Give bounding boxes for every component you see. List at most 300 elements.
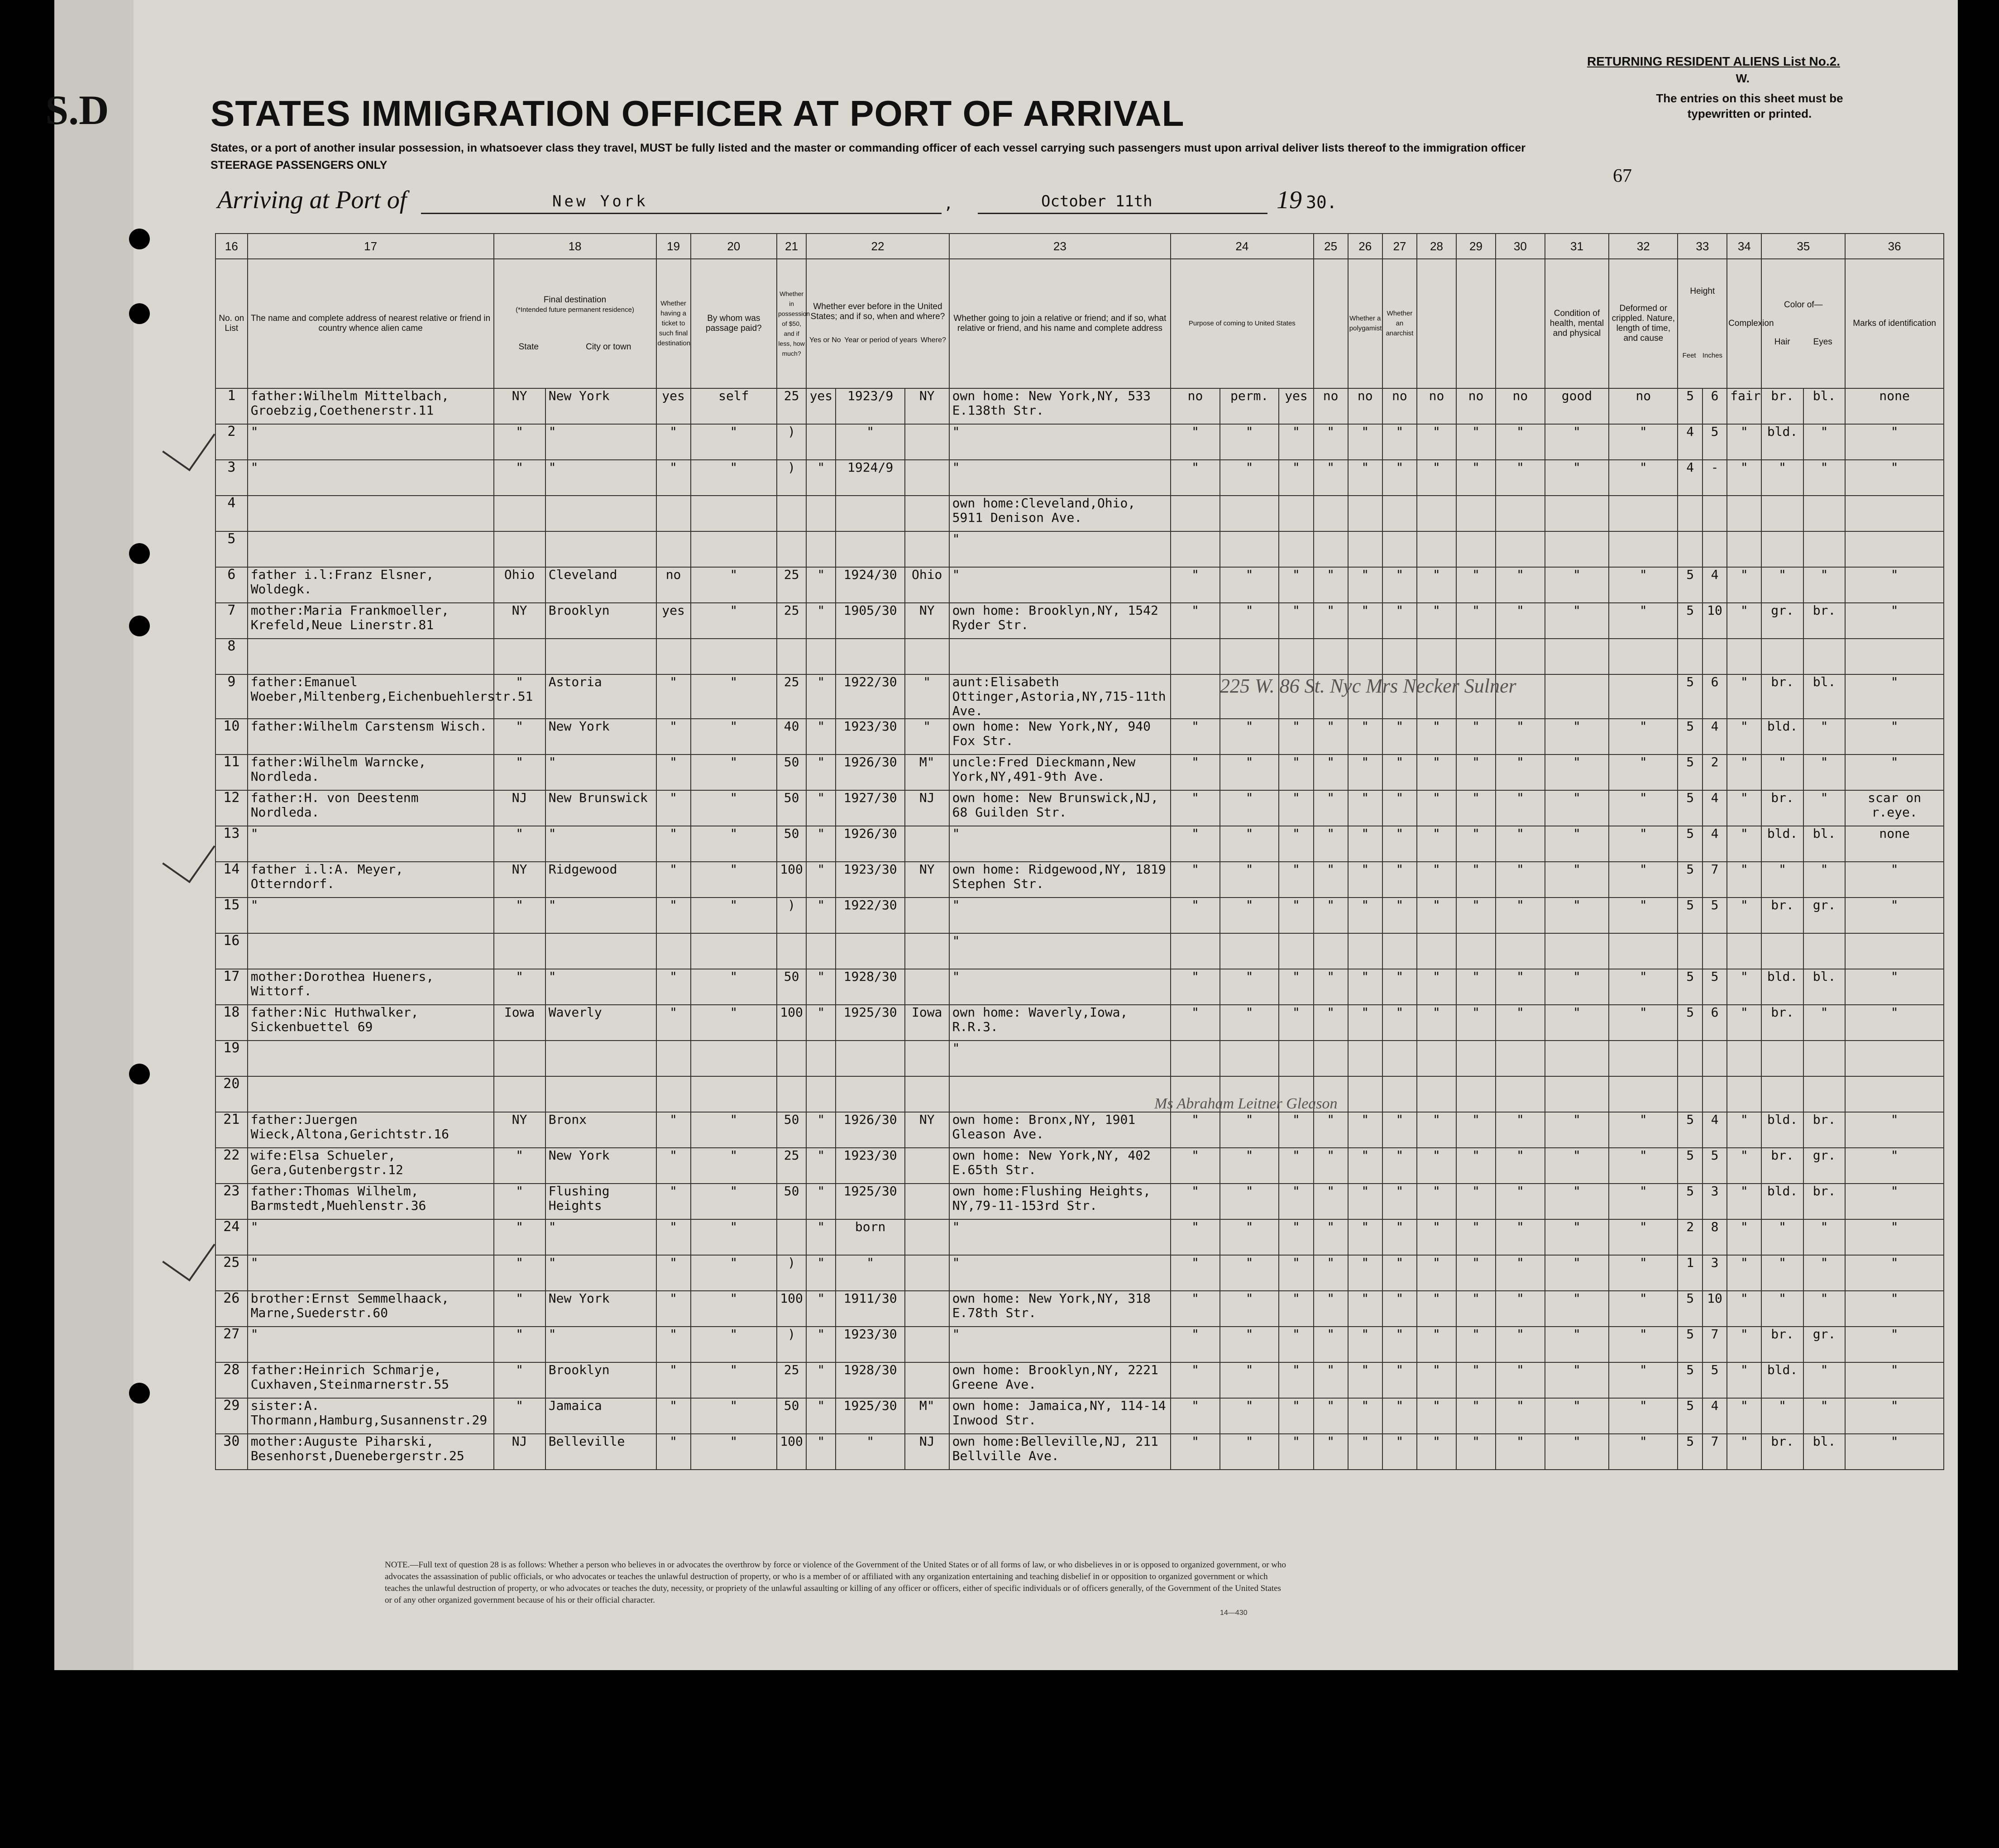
cell-yr: [836, 639, 904, 674]
cell-no: 5: [215, 531, 248, 567]
cell-cx: ": [1727, 898, 1761, 933]
cell-m: ): [777, 424, 806, 460]
cell-rel: ": [248, 1219, 494, 1255]
cell-cx: ": [1727, 1005, 1761, 1041]
cell-city: [545, 496, 656, 531]
cell-p2: ": [1220, 898, 1279, 933]
cell-c27: [1382, 531, 1417, 567]
cell-city: ": [545, 1327, 656, 1362]
cell-m: 50: [777, 969, 806, 1005]
manifest-rows: [215, 388, 1944, 1470]
cell-c25: no: [1314, 388, 1348, 424]
cell-hr: [1761, 496, 1803, 531]
cell-wh: Ohio: [905, 567, 949, 603]
cell-ey: bl.: [1803, 1434, 1845, 1470]
cell-m: 50: [777, 826, 806, 862]
cell-city: [545, 933, 656, 969]
cell-hr: br.: [1761, 1434, 1803, 1470]
cell-p3: ": [1279, 1148, 1313, 1184]
cell-ey: ": [1803, 1362, 1845, 1398]
cell-tkt: ": [656, 1291, 691, 1327]
cell-c27: ": [1382, 1005, 1417, 1041]
cell-paid: ": [691, 1112, 777, 1148]
cell-in: [1702, 496, 1727, 531]
cell-m: ): [777, 1327, 806, 1362]
table-row: [215, 790, 1944, 826]
cell-city: ": [545, 1219, 656, 1255]
cell-st: Iowa: [494, 1005, 545, 1041]
cell-ft: [1678, 1076, 1702, 1112]
cell-df: ": [1609, 1255, 1678, 1291]
handwritten-note-row9: 225 W. 86 St. Nyc Mrs Necker Sulner: [1220, 675, 1516, 697]
cell-c25: ": [1314, 567, 1348, 603]
cell-df: ": [1609, 754, 1678, 790]
cell-ft: 5: [1678, 719, 1702, 754]
cell-p1: [1171, 1041, 1220, 1076]
cell-yn: [806, 424, 836, 460]
cell-wh: ": [905, 674, 949, 719]
cell-rel: mother:Auguste Piharski, Besenhorst,Duenebergerstr.25: [248, 1434, 494, 1470]
cell-in: 5: [1702, 969, 1727, 1005]
cell-hl: [1545, 1076, 1609, 1112]
cell-p1: ": [1171, 1255, 1220, 1291]
cell-p3: ": [1279, 1291, 1313, 1327]
cell-join: own home: Bronx,NY, 1901 Gleason Ave.: [949, 1112, 1171, 1148]
punch-hole: [129, 303, 150, 324]
cell-city: Flushing Heights: [545, 1184, 656, 1219]
cell-yn: ": [806, 1398, 836, 1434]
cell-m: 25: [777, 1148, 806, 1184]
cell-paid: ": [691, 567, 777, 603]
cell-c28: ": [1417, 1327, 1456, 1362]
col-number: 28: [1417, 234, 1456, 259]
cell-in: 6: [1702, 388, 1727, 424]
cell-city: ": [545, 898, 656, 933]
cell-city: New York: [545, 1148, 656, 1184]
cell-p1: [1171, 496, 1220, 531]
cell-st: NJ: [494, 1434, 545, 1470]
cell-p3: ": [1279, 567, 1313, 603]
cell-city: [545, 1076, 656, 1112]
cell-mk: ": [1845, 1291, 1944, 1327]
cell-join: own home:Belleville,NJ, 211 Bellville Ave.: [949, 1434, 1171, 1470]
cell-yr: 1928/30: [836, 1362, 904, 1398]
column-label-row: [215, 259, 1944, 388]
cell-c26: ": [1348, 754, 1382, 790]
cell-c26: ": [1348, 1112, 1382, 1148]
cell-cx: ": [1727, 754, 1761, 790]
cell-st: ": [494, 460, 545, 496]
col-relative: The name and complete address of nearest relative or friend in country whence alien came: [248, 259, 494, 388]
cell-wh: M": [905, 754, 949, 790]
cell-wh: [905, 1148, 949, 1184]
cell-yr: 1923/30: [836, 1148, 904, 1184]
where-label: Where?: [920, 336, 946, 344]
cell-ft: 5: [1678, 674, 1702, 719]
col-30: [1496, 259, 1545, 388]
cell-yn: ": [806, 567, 836, 603]
cell-ey: ": [1803, 567, 1845, 603]
cell-yr: 1922/30: [836, 898, 904, 933]
cell-no: 25: [215, 1255, 248, 1291]
cell-p1: ": [1171, 862, 1220, 898]
cell-hr: bld.: [1761, 826, 1803, 862]
cell-in: [1702, 531, 1727, 567]
cell-mk: ": [1845, 1327, 1944, 1362]
cell-paid: [691, 1041, 777, 1076]
cell-hr: bld.: [1761, 424, 1803, 460]
cell-c25: ": [1314, 826, 1348, 862]
cell-no: 20: [215, 1076, 248, 1112]
col-number: 27: [1382, 234, 1417, 259]
cell-ey: bl.: [1803, 969, 1845, 1005]
cell-c25: ": [1314, 754, 1348, 790]
cell-yr: 1927/30: [836, 790, 904, 826]
cell-p2: ": [1220, 1112, 1279, 1148]
cell-mk: ": [1845, 1434, 1944, 1470]
cell-wh: ": [905, 719, 949, 754]
cell-p2: ": [1220, 826, 1279, 862]
cell-wh: NY: [905, 388, 949, 424]
cell-p3: ": [1279, 1434, 1313, 1470]
cell-tkt: ": [656, 790, 691, 826]
cell-c29: [1456, 496, 1496, 531]
table-row: [215, 898, 1944, 933]
cell-p3: ": [1279, 1184, 1313, 1219]
cell-c27: [1382, 1076, 1417, 1112]
cell-wh: [905, 969, 949, 1005]
col-number: 23: [949, 234, 1171, 259]
cell-mk: [1845, 639, 1944, 674]
cell-p2: ": [1220, 1005, 1279, 1041]
cell-m: ): [777, 460, 806, 496]
cell-yn: ": [806, 1184, 836, 1219]
cell-c27: ": [1382, 567, 1417, 603]
cell-paid: ": [691, 1184, 777, 1219]
cell-paid: ": [691, 424, 777, 460]
cell-m: 100: [777, 862, 806, 898]
cell-rel: father i.l:A. Meyer, Otterndorf.: [248, 862, 494, 898]
cell-m: 25: [777, 674, 806, 719]
cell-c26: ": [1348, 862, 1382, 898]
cell-tkt: [656, 933, 691, 969]
cell-m: 50: [777, 1398, 806, 1434]
cell-yr: 1928/30: [836, 969, 904, 1005]
cell-join: own home: New York,NY, 940 Fox Str.: [949, 719, 1171, 754]
cell-ft: 4: [1678, 424, 1702, 460]
cell-rel: wife:Elsa Schueler, Gera,Gutenbergstr.12: [248, 1148, 494, 1184]
cell-ft: 1: [1678, 1255, 1702, 1291]
cell-yr: 1925/30: [836, 1005, 904, 1041]
cell-no: 10: [215, 719, 248, 754]
cell-mk: [1845, 531, 1944, 567]
cell-c27: ": [1382, 1434, 1417, 1470]
cell-st: ": [494, 674, 545, 719]
year-prefix: 19: [1277, 186, 1302, 214]
cell-c28: ": [1417, 790, 1456, 826]
cell-wh: Iowa: [905, 1005, 949, 1041]
cell-df: ": [1609, 1291, 1678, 1327]
cell-ft: 5: [1678, 1291, 1702, 1327]
cell-c28: ": [1417, 898, 1456, 933]
cell-in: 4: [1702, 790, 1727, 826]
cell-mk: scar on r.eye.: [1845, 790, 1944, 826]
cell-hl: ": [1545, 1327, 1609, 1362]
cell-tkt: [656, 531, 691, 567]
cell-c27: ": [1382, 1327, 1417, 1362]
cell-paid: [691, 639, 777, 674]
cell-join: own home: New York,NY, 533 E.138th Str.: [949, 388, 1171, 424]
cell-c29: ": [1456, 862, 1496, 898]
cell-wh: [905, 424, 949, 460]
cell-df: ": [1609, 790, 1678, 826]
cell-c30: ": [1496, 790, 1545, 826]
cell-rel: [248, 639, 494, 674]
cell-yn: ": [806, 862, 836, 898]
cell-city: Waverly: [545, 1005, 656, 1041]
cell-c26: ": [1348, 424, 1382, 460]
cell-rel: father:Wilhelm Warncke, Nordleda.: [248, 754, 494, 790]
cell-ft: 5: [1678, 1398, 1702, 1434]
cell-p2: ": [1220, 1291, 1279, 1327]
cell-rel: ": [248, 898, 494, 933]
col-number: 33: [1678, 234, 1727, 259]
cell-st: ": [494, 1291, 545, 1327]
cell-hr: br.: [1761, 790, 1803, 826]
cell-hl: ": [1545, 1398, 1609, 1434]
cell-city: [545, 1041, 656, 1076]
cell-city: Cleveland: [545, 567, 656, 603]
cell-hl: [1545, 639, 1609, 674]
cell-c30: ": [1496, 754, 1545, 790]
cell-rel: father:Wilhelm Carstensm Wisch.: [248, 719, 494, 754]
cell-mk: ": [1845, 460, 1944, 496]
cell-join: ": [949, 969, 1171, 1005]
cell-in: [1702, 933, 1727, 969]
cell-p3: ": [1279, 754, 1313, 790]
cell-c26: ": [1348, 1398, 1382, 1434]
cell-join: [949, 1076, 1171, 1112]
cell-hl: ": [1545, 603, 1609, 639]
col-passage: By whom was passage paid?: [691, 259, 777, 388]
cell-m: [777, 1076, 806, 1112]
cell-rel: mother:Dorothea Hueners, Wittorf.: [248, 969, 494, 1005]
cell-p1: ": [1171, 1148, 1220, 1184]
cell-hr: ": [1761, 862, 1803, 898]
cell-rel: [248, 933, 494, 969]
cell-no: 22: [215, 1148, 248, 1184]
col-destination: [494, 259, 656, 388]
cell-p1: [1171, 933, 1220, 969]
cell-wh: [905, 1184, 949, 1219]
cell-df: [1609, 674, 1678, 719]
cell-paid: self: [691, 388, 777, 424]
cell-c30: ": [1496, 1148, 1545, 1184]
cell-wh: NY: [905, 862, 949, 898]
cell-ey: ": [1803, 862, 1845, 898]
cell-in: 5: [1702, 424, 1727, 460]
cell-hr: ": [1761, 1398, 1803, 1434]
cell-mk: [1845, 1041, 1944, 1076]
cell-city: Belleville: [545, 1434, 656, 1470]
cell-c29: [1456, 531, 1496, 567]
cell-in: 6: [1702, 1005, 1727, 1041]
cell-yn: [806, 933, 836, 969]
cell-p3: yes: [1279, 388, 1313, 424]
cell-c25: ": [1314, 1148, 1348, 1184]
cell-p3: [1279, 639, 1313, 674]
cell-c30: [1496, 1041, 1545, 1076]
cell-c29: ": [1456, 1291, 1496, 1327]
cell-c25: ": [1314, 1184, 1348, 1219]
cell-yr: 1926/30: [836, 754, 904, 790]
cell-yn: [806, 531, 836, 567]
cell-p2: [1220, 531, 1279, 567]
cell-st: [494, 1041, 545, 1076]
cell-st: NY: [494, 862, 545, 898]
cell-p2: ": [1220, 790, 1279, 826]
cell-hr: [1761, 1041, 1803, 1076]
cell-yr: [836, 1076, 904, 1112]
cell-c30: ": [1496, 1434, 1545, 1470]
cell-in: 5: [1702, 898, 1727, 933]
cell-paid: ": [691, 460, 777, 496]
cell-p2: [1220, 1041, 1279, 1076]
cell-ft: 5: [1678, 1148, 1702, 1184]
cell-hr: ": [1761, 460, 1803, 496]
cell-c28: [1417, 496, 1456, 531]
cell-tkt: ": [656, 1434, 691, 1470]
table-row: [215, 674, 1944, 719]
cell-cx: ": [1727, 1327, 1761, 1362]
cell-city: ": [545, 460, 656, 496]
cell-yr: 1926/30: [836, 1112, 904, 1148]
subtitle-text: States, or a port of another insular possession, in whatsoever class they travel, MUST be fully listed and the master or commanding officer of each vessel carrying such passengers must upon arrival deliver lists thereof to the immigration officer: [210, 142, 1526, 154]
cell-mk: ": [1845, 719, 1944, 754]
cell-c26: ": [1348, 1219, 1382, 1255]
cell-c30: ": [1496, 603, 1545, 639]
cell-paid: ": [691, 1398, 777, 1434]
cell-c29: ": [1456, 424, 1496, 460]
cell-hr: [1761, 1076, 1803, 1112]
cell-hl: ": [1545, 826, 1609, 862]
cell-cx: ": [1727, 790, 1761, 826]
col-number: 25: [1314, 234, 1348, 259]
cell-hr: gr.: [1761, 603, 1803, 639]
cell-ft: 5: [1678, 826, 1702, 862]
cell-c25: ": [1314, 1434, 1348, 1470]
comma: ,: [944, 195, 953, 213]
cell-c26: ": [1348, 567, 1382, 603]
cell-p1: ": [1171, 969, 1220, 1005]
cell-ey: bl.: [1803, 388, 1845, 424]
table-row: [215, 1398, 1944, 1434]
cell-p2: [1220, 933, 1279, 969]
cell-c29: ": [1456, 969, 1496, 1005]
cell-c27: [1382, 496, 1417, 531]
cell-cx: ": [1727, 862, 1761, 898]
cell-ft: [1678, 496, 1702, 531]
cell-hr: bld.: [1761, 969, 1803, 1005]
cell-ey: [1803, 531, 1845, 567]
cell-df: ": [1609, 862, 1678, 898]
cell-c27: [1382, 933, 1417, 969]
cell-ey: ": [1803, 790, 1845, 826]
cell-st: ": [494, 898, 545, 933]
cell-c25: ": [1314, 1291, 1348, 1327]
class-line: STEERAGE PASSENGERS ONLY: [210, 159, 387, 172]
manifest-table: [215, 233, 1944, 1470]
cell-p2: perm.: [1220, 388, 1279, 424]
cell-tkt: ": [656, 1112, 691, 1148]
cell-c29: ": [1456, 826, 1496, 862]
cell-tkt: ": [656, 674, 691, 719]
cell-ft: 5: [1678, 388, 1702, 424]
cell-wh: [905, 531, 949, 567]
col-ticket: Whether having a ticket to such final destination: [656, 259, 691, 388]
cell-c29: ": [1456, 603, 1496, 639]
cell-df: [1609, 639, 1678, 674]
cell-ey: [1803, 933, 1845, 969]
cell-in: 3: [1702, 1184, 1727, 1219]
cell-yn: ": [806, 898, 836, 933]
cell-tkt: ": [656, 1184, 691, 1219]
cell-wh: [905, 1291, 949, 1327]
cell-c25: ": [1314, 1255, 1348, 1291]
col-deformed: Deformed or crippled. Nature, length of time, and cause: [1609, 259, 1678, 388]
cell-c28: [1417, 639, 1456, 674]
cell-c26: [1348, 639, 1382, 674]
cell-df: ": [1609, 1005, 1678, 1041]
cell-yn: [806, 1041, 836, 1076]
sheet-left-edge: [54, 0, 134, 1670]
cell-ft: 5: [1678, 1434, 1702, 1470]
cell-c29: [1456, 1041, 1496, 1076]
cell-tkt: ": [656, 1362, 691, 1398]
cell-paid: ": [691, 898, 777, 933]
cell-c27: ": [1382, 790, 1417, 826]
cell-cx: [1727, 496, 1761, 531]
cell-c28: ": [1417, 1184, 1456, 1219]
cell-p3: ": [1279, 826, 1313, 862]
table-row: [215, 603, 1944, 639]
cell-tkt: ": [656, 862, 691, 898]
cell-mk: ": [1845, 1148, 1944, 1184]
cell-c26: ": [1348, 1184, 1382, 1219]
cell-c29: [1456, 1076, 1496, 1112]
cell-ey: ": [1803, 754, 1845, 790]
cell-hr: bld.: [1761, 1362, 1803, 1398]
cell-df: ": [1609, 898, 1678, 933]
table-row: [215, 826, 1944, 862]
cell-ey: ": [1803, 424, 1845, 460]
cell-wh: [905, 1219, 949, 1255]
cell-cx: ": [1727, 1434, 1761, 1470]
cell-hl: ": [1545, 424, 1609, 460]
cell-p3: ": [1279, 1398, 1313, 1434]
date-underline: [978, 213, 1267, 214]
cell-c30: ": [1496, 969, 1545, 1005]
cell-no: 28: [215, 1362, 248, 1398]
cell-ft: 5: [1678, 1362, 1702, 1398]
cell-p1: ": [1171, 790, 1220, 826]
cell-no: 17: [215, 969, 248, 1005]
cell-city: ": [545, 826, 656, 862]
table-row: [215, 754, 1944, 790]
cell-m: [777, 933, 806, 969]
page-subtitle: [210, 139, 1682, 174]
cell-no: 30: [215, 1434, 248, 1470]
